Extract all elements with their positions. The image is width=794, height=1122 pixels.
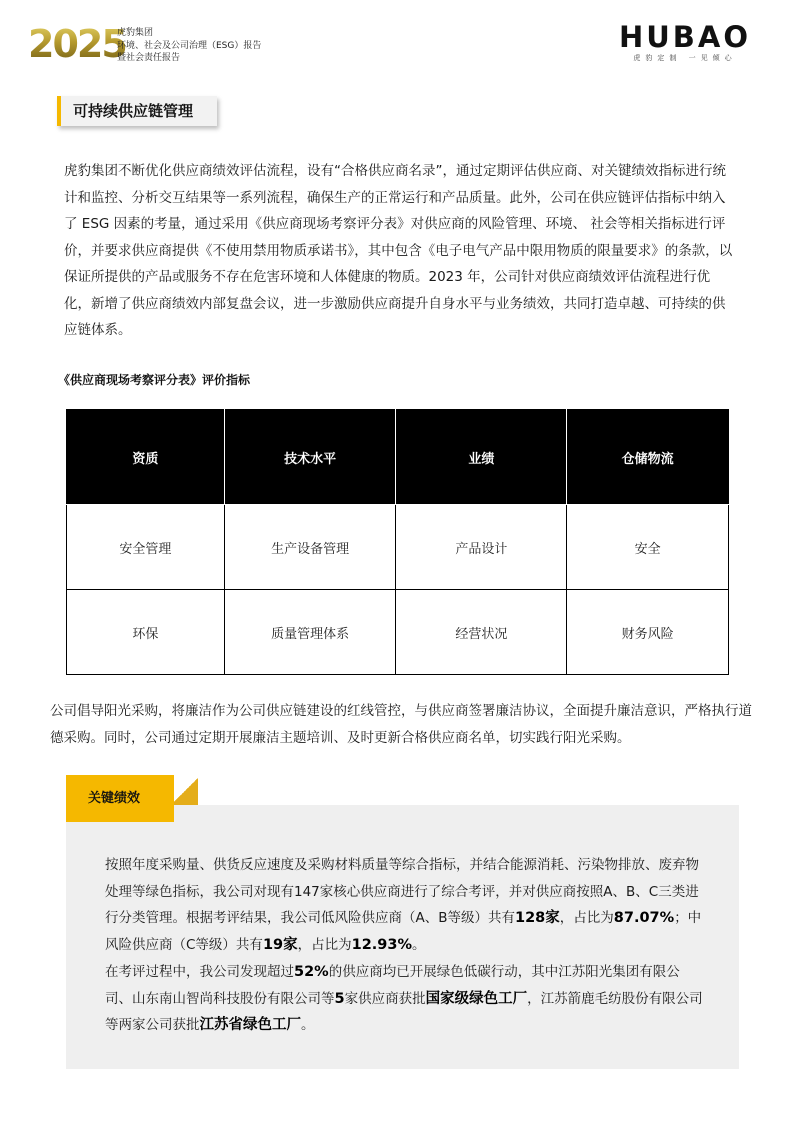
kp1-highlight: 87.07% xyxy=(613,910,675,926)
kp2-text: 在考评过程中，我公司发现超过 xyxy=(105,964,294,980)
kp1-text: ，占比为 xyxy=(297,936,352,953)
table-cell: 经营状况 xyxy=(396,590,567,675)
section-title: 可持续供应链管理 xyxy=(57,96,217,126)
intro-paragraph: 虎豹集团不断优化供应商绩效评估流程，设有“合格供应商名录”，通过定期评估供应商、对关键绩效指标进行统计和监控、分析交互结果等一系列流程，确保生产的正常运行和产品质量。此外，公司在供应链评估指标中纳入了 ESG 因素的考量，通过采用《供应商现场考察评分表》对供应商的风险管理、环境、 社会等相关指标进行评价，并要求供应商提供《不使用禁用物质承诺书》，其中包含《电子电气产品中限用物质的限量要求》的条款，以保证所提供的产品或服务不存在危害环境和人体健康的物质。2023 年，公司针对供应商绩效评估流程进行优化，新增了供应商绩效内部复盘会议，进一步激励供应商提升自身水平与业务绩效，共同打造卓越、可持续的供应链体系。 xyxy=(64,163,733,338)
table-caption: 《供应商现场考察评分表》评价指标 xyxy=(58,373,251,387)
table-cell: 产品设计 xyxy=(396,505,567,590)
table-cell: 安全管理 xyxy=(67,505,225,590)
report-title: 环境、社会及公司治理（ESG）报告 xyxy=(117,40,262,51)
tab-fold-decoration xyxy=(174,775,198,805)
logo-slogan: 虎豹定制 一见倾心 xyxy=(633,54,737,62)
kp2-highlight: 5 xyxy=(334,990,345,1007)
table-header-cell: 业绩 xyxy=(396,410,567,505)
table-cell: 安全 xyxy=(567,505,729,590)
key-performance-paragraph-1 xyxy=(105,852,705,958)
kp1-text: ；中风险供应商（C等级）共有 xyxy=(105,910,702,953)
kp2-text: 。 xyxy=(301,1017,315,1033)
kp2-highlight: 52% xyxy=(294,964,329,980)
table-row xyxy=(67,590,729,675)
kp1-text: 按照年度采购量、供货反应速度及采购材料质量等综合指标，并结合能源消耗、污染物排放、废弃物处理等绿色指标，我公司对现有147家核心供应商进行了综合考评，并对供应商按照A、B、C三类进行分类管理。根据考评结果，我公司低风险供应商（A、B等级）共有 xyxy=(105,857,699,926)
kp2-highlight: 江苏省绿色工厂 xyxy=(199,1017,301,1033)
kp1-highlight: 128家 xyxy=(515,910,560,926)
kp1-highlight: 19家 xyxy=(262,936,298,953)
kp2-highlight: 国家级绿色工厂 xyxy=(425,990,528,1007)
table-header-row xyxy=(67,410,729,505)
kp1-text: 。 xyxy=(412,936,426,953)
hubao-logo xyxy=(619,20,751,63)
key-performance-paragraph-2 xyxy=(105,959,705,1039)
table-cell: 质量管理体系 xyxy=(224,590,396,675)
company-name: 虎豹集团 xyxy=(117,28,154,38)
report-title-block xyxy=(117,27,261,65)
table-cell: 环保 xyxy=(67,590,225,675)
kp2-text: ，江苏箭鹿毛纺股份有限公司等两家公司获批 xyxy=(105,990,703,1033)
kp2-text: 家供应商获批 xyxy=(344,990,426,1007)
kp2-text: 的供应商均已开展绿色低碳行动，其中江苏阳光集团有限公司、山东南山智尚科技股份有限公司等 xyxy=(105,964,680,1007)
table-cell: 财务风险 xyxy=(567,590,729,675)
logo-wordmark: HUBAO xyxy=(618,20,751,54)
table-header-cell: 仓储物流 xyxy=(567,410,729,505)
sunshine-procurement-paragraph: 公司倡导阳光采购，将廉洁作为公司供应链建设的红线管控，与供应商签署廉洁协议，全面提升廉洁意识，严格执行道德采购。同时，公司通过定期开展廉洁主题培训、及时更新合格供应商名单，切实践行阳光采购。 xyxy=(50,703,752,746)
table-header-cell: 资质 xyxy=(67,410,225,505)
key-performance-tab: 关键绩效 xyxy=(66,775,174,822)
kp1-text: ，占比为 xyxy=(559,910,614,926)
evaluation-table xyxy=(66,409,729,675)
report-subtitle: 暨社会责任报告 xyxy=(117,53,181,63)
report-year: 2025 xyxy=(28,22,126,66)
table-cell: 生产设备管理 xyxy=(224,505,396,590)
table-row xyxy=(67,505,729,590)
table-header-cell: 技术水平 xyxy=(224,410,396,505)
kp1-highlight: 12.93% xyxy=(351,936,413,953)
